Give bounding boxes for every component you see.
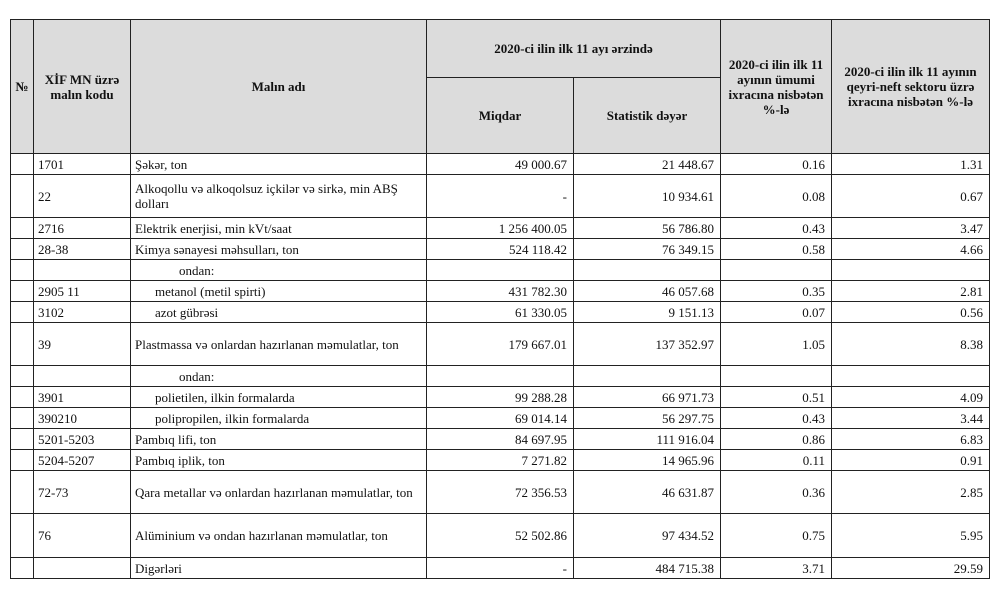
table-row: [11, 281, 990, 302]
row-value: [574, 260, 721, 281]
row-number: [11, 450, 34, 471]
row-name: Alüminium və ondan hazırlanan məmulatlar, ton: [131, 514, 427, 558]
row-number: [11, 260, 34, 281]
row-share-total: [721, 260, 832, 281]
export-table: [10, 19, 990, 579]
row-number: [11, 429, 34, 450]
table-row: [11, 302, 990, 323]
header-period: 2020-ci ilin ilk 11 ayı ərzində: [427, 20, 721, 78]
row-share-nonoil: 3.44: [832, 408, 990, 429]
row-quantity: 7 271.82: [427, 450, 574, 471]
row-share-total: 0.51: [721, 387, 832, 408]
row-quantity: 84 697.95: [427, 429, 574, 450]
row-quantity: [427, 366, 574, 387]
row-name: ondan:: [131, 260, 427, 281]
row-share-nonoil: 0.67: [832, 175, 990, 218]
row-number: [11, 175, 34, 218]
row-share-nonoil: [832, 366, 990, 387]
row-quantity: 1 256 400.05: [427, 218, 574, 239]
table-row: [11, 514, 990, 558]
row-name: ondan:: [131, 366, 427, 387]
row-share-total: 0.43: [721, 218, 832, 239]
row-code: 390210: [34, 408, 131, 429]
row-name: Pambıq lifi, ton: [131, 429, 427, 450]
row-value: 97 434.52: [574, 514, 721, 558]
row-number: [11, 387, 34, 408]
row-share-nonoil: 6.83: [832, 429, 990, 450]
row-code: 72-73: [34, 471, 131, 514]
row-name: Alkoqollu və alkoqolsuz içkilər və sirkə, min ABŞ dolları: [131, 175, 427, 218]
row-code: 76: [34, 514, 131, 558]
row-quantity: 69 014.14: [427, 408, 574, 429]
row-number: [11, 323, 34, 366]
row-value: 137 352.97: [574, 323, 721, 366]
table-row: [11, 366, 990, 387]
row-code: 22: [34, 175, 131, 218]
table-row: [11, 408, 990, 429]
row-number: [11, 558, 34, 579]
header-share-total: 2020-ci ilin ilk 11 ayının ümumi ixracına nisbətən %-lə: [721, 20, 832, 154]
header-name: Malın adı: [131, 20, 427, 154]
row-quantity: -: [427, 558, 574, 579]
row-share-nonoil: [832, 260, 990, 281]
row-name: Digərləri: [131, 558, 427, 579]
header-quantity: Miqdar: [427, 78, 574, 154]
row-share-nonoil: 2.85: [832, 471, 990, 514]
table-row: [11, 260, 990, 281]
row-share-total: 1.05: [721, 323, 832, 366]
row-share-total: 0.16: [721, 154, 832, 175]
row-code: 2905 11: [34, 281, 131, 302]
row-value: 56 786.80: [574, 218, 721, 239]
row-share-nonoil: 0.56: [832, 302, 990, 323]
row-share-total: 0.35: [721, 281, 832, 302]
row-code: [34, 366, 131, 387]
row-share-nonoil: 29.59: [832, 558, 990, 579]
table-body: [11, 154, 990, 579]
row-name: metanol (metil spirti): [131, 281, 427, 302]
row-share-total: 0.36: [721, 471, 832, 514]
row-code: 5201-5203: [34, 429, 131, 450]
row-share-total: 0.43: [721, 408, 832, 429]
table-row: [11, 239, 990, 260]
row-share-nonoil: 4.66: [832, 239, 990, 260]
row-code: 28-38: [34, 239, 131, 260]
row-share-nonoil: 5.95: [832, 514, 990, 558]
row-code: 2716: [34, 218, 131, 239]
row-value: 14 965.96: [574, 450, 721, 471]
table-row: [11, 218, 990, 239]
row-name: polietilen, ilkin formalarda: [131, 387, 427, 408]
row-number: [11, 471, 34, 514]
row-share-total: 0.07: [721, 302, 832, 323]
row-value: 484 715.38: [574, 558, 721, 579]
row-name: Qara metallar və onlardan hazırlanan məmulatlar, ton: [131, 471, 427, 514]
header-share-nonoil: 2020-ci ilin ilk 11 ayının qeyri-neft sektoru üzrə ixracına nisbətən %-lə: [832, 20, 990, 154]
row-quantity: 52 502.86: [427, 514, 574, 558]
row-value: 21 448.67: [574, 154, 721, 175]
row-number: [11, 514, 34, 558]
row-value: [574, 366, 721, 387]
row-share-nonoil: 4.09: [832, 387, 990, 408]
row-value: 9 151.13: [574, 302, 721, 323]
row-quantity: 61 330.05: [427, 302, 574, 323]
header-no: №: [11, 20, 34, 154]
row-name: Elektrik enerjisi, min kVt/saat: [131, 218, 427, 239]
row-number: [11, 302, 34, 323]
row-share-total: 0.08: [721, 175, 832, 218]
row-number: [11, 218, 34, 239]
row-code: 1701: [34, 154, 131, 175]
row-value: 111 916.04: [574, 429, 721, 450]
row-value: 76 349.15: [574, 239, 721, 260]
table-row: [11, 387, 990, 408]
row-value: 66 971.73: [574, 387, 721, 408]
header-value: Statistik dəyər: [574, 78, 721, 154]
row-code: 5204-5207: [34, 450, 131, 471]
row-number: [11, 154, 34, 175]
row-value: 46 631.87: [574, 471, 721, 514]
row-value: 10 934.61: [574, 175, 721, 218]
table-row: [11, 175, 990, 218]
row-code: 3901: [34, 387, 131, 408]
row-quantity: 72 356.53: [427, 471, 574, 514]
row-number: [11, 239, 34, 260]
row-code: [34, 260, 131, 281]
row-code: [34, 558, 131, 579]
row-share-nonoil: 8.38: [832, 323, 990, 366]
row-quantity: 99 288.28: [427, 387, 574, 408]
row-number: [11, 366, 34, 387]
header-code: XİF MN üzrə malın kodu: [34, 20, 131, 154]
row-name: Kimya sənayesi məhsulları, ton: [131, 239, 427, 260]
row-code: 3102: [34, 302, 131, 323]
table-row: [11, 429, 990, 450]
table-row: [11, 154, 990, 175]
row-number: [11, 281, 34, 302]
row-code: 39: [34, 323, 131, 366]
row-quantity: 524 118.42: [427, 239, 574, 260]
row-share-nonoil: 1.31: [832, 154, 990, 175]
row-quantity: 431 782.30: [427, 281, 574, 302]
row-number: [11, 408, 34, 429]
table-row: [11, 558, 990, 579]
row-name: azot gübrəsi: [131, 302, 427, 323]
row-name: Şəkər, ton: [131, 154, 427, 175]
row-quantity: -: [427, 175, 574, 218]
row-quantity: [427, 260, 574, 281]
row-value: 46 057.68: [574, 281, 721, 302]
row-quantity: 179 667.01: [427, 323, 574, 366]
row-share-total: 0.86: [721, 429, 832, 450]
row-share-total: 0.58: [721, 239, 832, 260]
row-share-nonoil: 3.47: [832, 218, 990, 239]
row-name: polipropilen, ilkin formalarda: [131, 408, 427, 429]
row-quantity: 49 000.67: [427, 154, 574, 175]
row-share-total: 0.75: [721, 514, 832, 558]
table-row: [11, 471, 990, 514]
table-row: [11, 450, 990, 471]
row-share-total: 0.11: [721, 450, 832, 471]
row-name: Plastmassa və onlardan hazırlanan məmulatlar, ton: [131, 323, 427, 366]
row-name: Pambıq iplik, ton: [131, 450, 427, 471]
table-row: [11, 323, 990, 366]
row-value: 56 297.75: [574, 408, 721, 429]
row-share-nonoil: 0.91: [832, 450, 990, 471]
row-share-total: [721, 366, 832, 387]
row-share-nonoil: 2.81: [832, 281, 990, 302]
row-share-total: 3.71: [721, 558, 832, 579]
